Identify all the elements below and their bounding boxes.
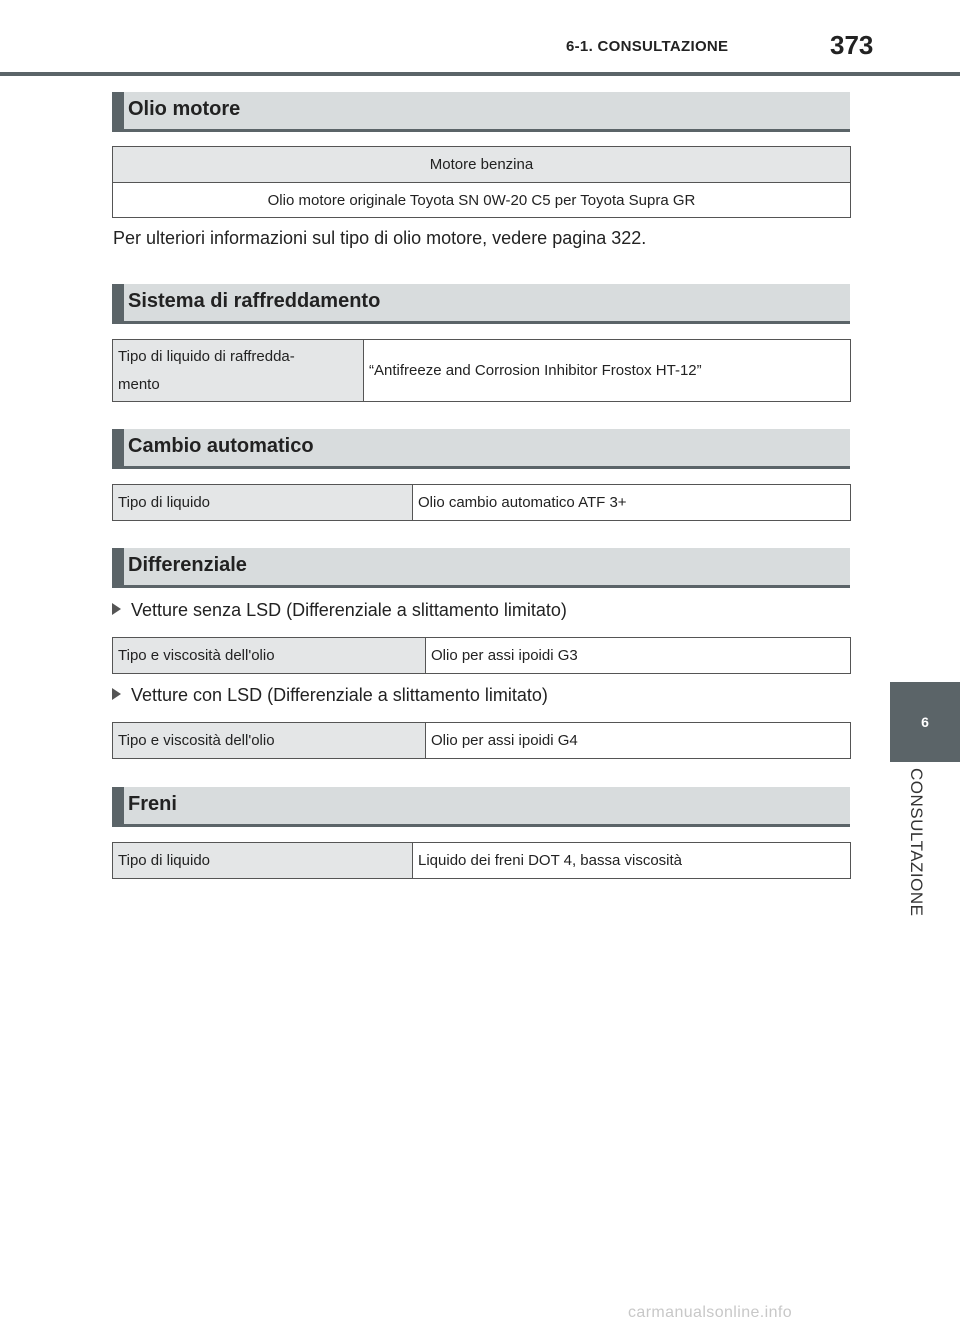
chapter-number: 6 bbox=[921, 714, 929, 730]
brakes-value: Liquido dei freni DOT 4, bassa viscosità bbox=[413, 843, 851, 879]
transmission-table bbox=[112, 484, 851, 521]
section-title-text: Sistema di raffreddamento bbox=[128, 290, 381, 312]
cooling-table bbox=[112, 339, 851, 402]
section-title-engine-oil bbox=[112, 92, 850, 132]
bullet-text: Vetture senza LSD (Differenziale a slittamento limitato) bbox=[131, 600, 567, 620]
chapter-tab bbox=[890, 682, 960, 762]
section-title-cooling bbox=[112, 284, 850, 324]
section-title-bar bbox=[112, 284, 124, 321]
cooling-value: “Antifreeze and Corrosion Inhibitor Frostox HT-12” bbox=[364, 340, 851, 402]
chapter-label: CONSULTAZIONE bbox=[907, 768, 926, 917]
triangle-bullet-icon bbox=[112, 688, 121, 700]
differential-with-lsd-value: Olio per assi ipoidi G4 bbox=[426, 723, 851, 759]
differential-without-lsd-label: Tipo e viscosità dell'olio bbox=[113, 638, 426, 674]
brakes-label: Tipo di liquido bbox=[113, 843, 413, 879]
section-title-bar bbox=[112, 787, 124, 824]
section-title-text: Cambio automatico bbox=[128, 435, 314, 457]
engine-oil-table-value: Olio motore originale Toyota SN 0W-20 C5 per Toyota Supra GR bbox=[113, 183, 851, 218]
section-title-bar bbox=[112, 429, 124, 466]
section-title-text: Differenziale bbox=[128, 554, 247, 576]
section-title-differential bbox=[112, 548, 850, 588]
cooling-label bbox=[113, 340, 364, 402]
section-title-text: Freni bbox=[128, 793, 177, 815]
running-header-section: 6-1. CONSULTAZIONE bbox=[566, 38, 729, 55]
page-number: 373 bbox=[830, 30, 874, 60]
bullet-text: Vetture con LSD (Differenziale a slittamento limitato) bbox=[131, 685, 548, 705]
cooling-label-line2: mento bbox=[118, 375, 160, 393]
section-title-bar bbox=[112, 92, 124, 129]
section-title-brakes bbox=[112, 787, 850, 827]
section-title-text: Olio motore bbox=[128, 98, 241, 120]
differential-with-lsd-label: Tipo e viscosità dell'olio bbox=[113, 723, 426, 759]
header-rule bbox=[0, 72, 960, 76]
differential-without-lsd-table bbox=[112, 637, 851, 674]
section-title-bar bbox=[112, 548, 124, 585]
differential-bullet-with-lsd bbox=[112, 685, 548, 706]
transmission-label: Tipo di liquido bbox=[113, 485, 413, 521]
cooling-label-line1: Tipo di liquido di raffredda- bbox=[118, 347, 295, 365]
differential-with-lsd-table bbox=[112, 722, 851, 759]
engine-oil-note: Per ulteriori informazioni sul tipo di olio motore, vedere pagina 322. bbox=[113, 228, 647, 248]
engine-oil-table-header: Motore benzina bbox=[113, 147, 851, 183]
transmission-value: Olio cambio automatico ATF 3+ bbox=[413, 485, 851, 521]
differential-bullet-without-lsd bbox=[112, 600, 567, 621]
footer-watermark: carmanualsonline.info bbox=[628, 1304, 793, 1321]
triangle-bullet-icon bbox=[112, 603, 121, 615]
differential-without-lsd-value: Olio per assi ipoidi G3 bbox=[426, 638, 851, 674]
section-title-transmission bbox=[112, 429, 850, 469]
engine-oil-table bbox=[112, 146, 851, 218]
brakes-table bbox=[112, 842, 851, 879]
